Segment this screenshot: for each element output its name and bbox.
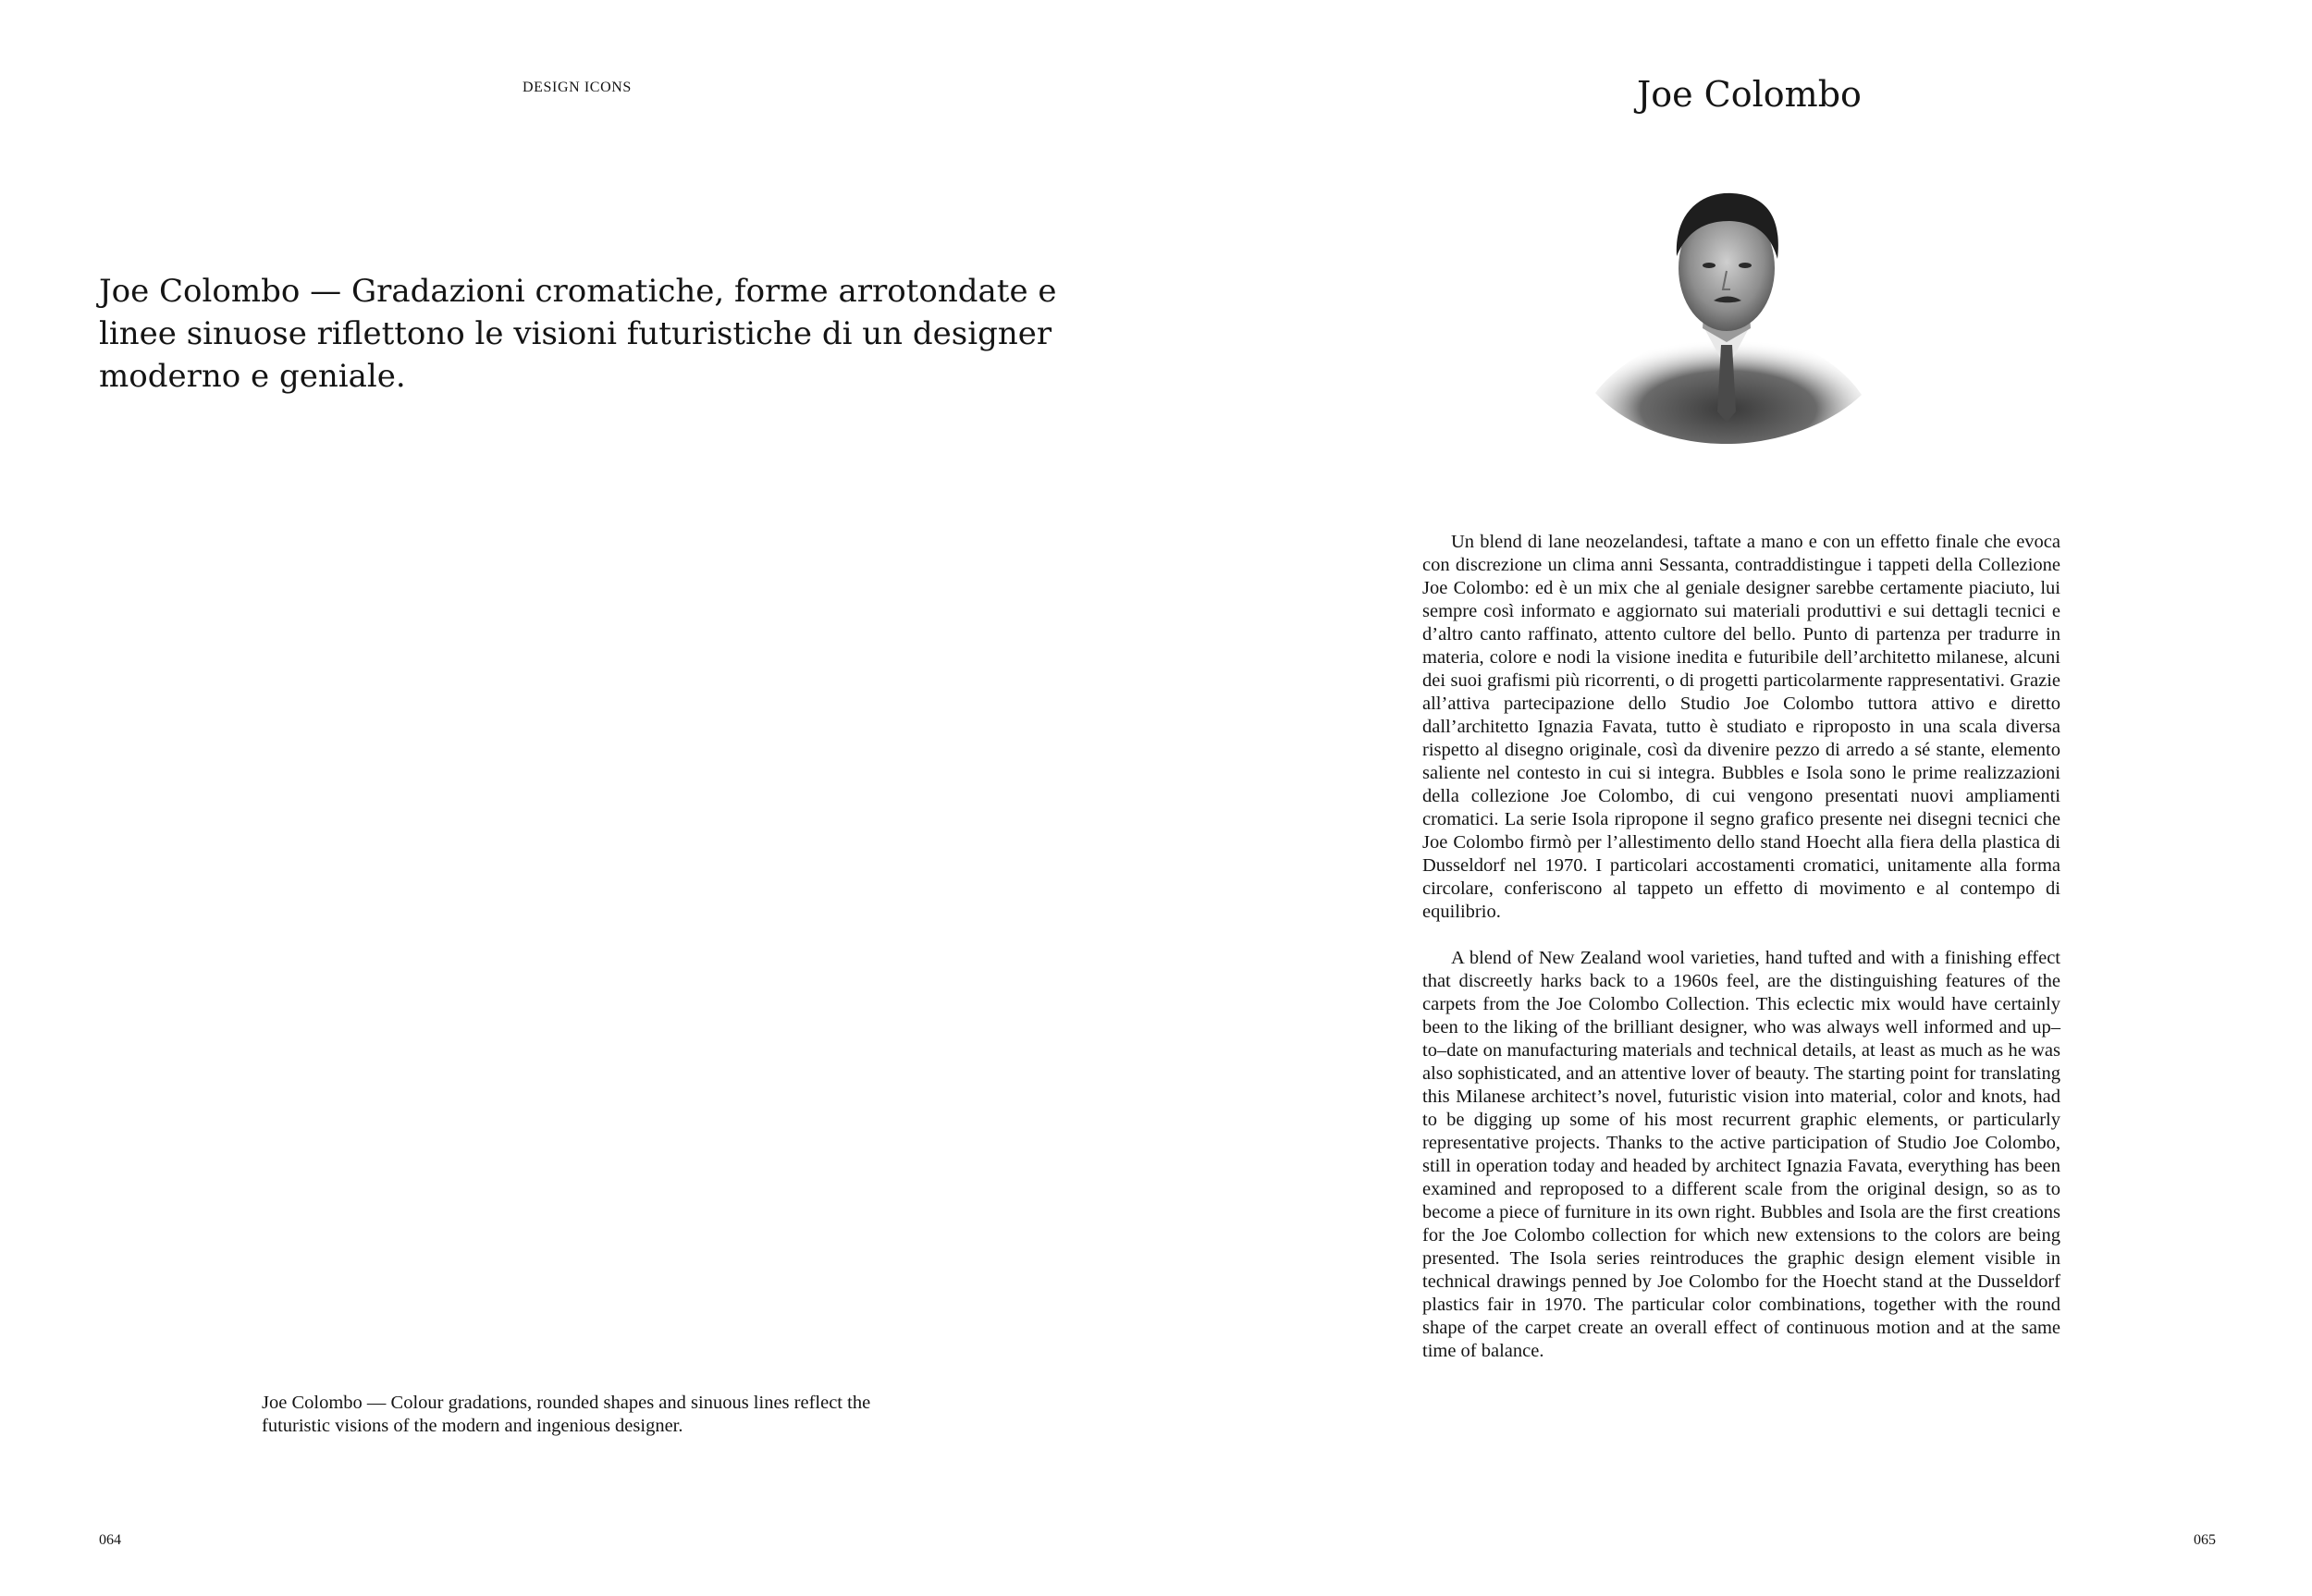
- running-head: DESIGN ICONS: [523, 80, 632, 95]
- page-number-left: 064: [99, 1532, 121, 1548]
- page-number-right: 065: [2194, 1532, 2216, 1548]
- body-paragraph-english: A blend of New Zealand wool varieties, hand tufted and with a finishing effect that discreetly harks back to a 1960s feel, are the distinguishing features of the carpets from the Joe Colombo Collection. This eclectic mix would have certainly been to the liking of the brilliant designer, who was always well informed and up–to–date on manufacturing materials and technical details, at least as much as he was also sophisticated, and an attentive lover of beauty. The starting point for translating this Milanese architect’s novel, futuristic vision into material, color and knots, had to be digging up some of his most recurrent graphic elements, or particularly representative projects. Thanks to the active participation of Studio Joe Colombo, still in operation today and headed by architect Ignazia Favata, everything has been examined and reproposed to a different scale from the original design, so as to become a piece of furniture in its own right. Bubbles and Isola are the first creations for the Joe Colombo collection for which new extensions to the colors are being presented. The Isola series reintroduces the graphic design element visible in technical drawings penned by Joe Colombo for the Hoecht stand at the Dusseldorf plastics fair in 1970. The particular color combinations, together with the round shape of the carpet create an overall effect of continuous motion and at the same time of balance.: [1422, 948, 2060, 1361]
- body-text: [1422, 531, 2060, 1363]
- body-paragraph-italian: Un blend di lane neozelandesi, taftate a mano e con un effetto finale che evoca con discrezione un clima anni Sessanta, contraddistingue i tappeti della Collezione Joe Colombo: ed è un mix che al geniale designer sarebbe certamente piaciuto, lui sempre così informato e aggiornato sui materiali produttivi e sui dettagli tecnici e d’altro canto raffinato, attento cultore del bello. Punto di partenza per tradurre in materia, colore e nodi la visione inedita e futuribile dell’architetto milanese, alcuni dei suoi grafismi più ricorrenti, o di progetti particolarmente rappresentativi. Grazie all’attiva partecipazione dello Studio Joe Colombo tuttora attivo e diretto dall’architetto Ignazia Favata, tutto è studiato e riproposto in una scala diversa rispetto al disegno originale, così da divenire pezzo di arredo a sé stante, elemento saliente nel contesto in cui si integra. Bubbles e Isola sono le prime realizzazioni della collezione Joe Colombo, di cui vengono presentati nuovi ampliamenti cromatici. La serie Isola ripropone il segno grafico presente nei disegni tecnici che Joe Colombo firmò per l’allestimento dello stand Hoecht alla fiera della plastica di Dusseldorf nel 1970. I particolari accostamenti cromatici, unitamente alla forma circolare, conferiscono al tappeto un effetto di movimento e al contempo di equilibrio.: [1422, 532, 2060, 922]
- image-caption: Joe Colombo — Colour gradations, rounded shapes and sinuous lines reflect the futuristic visions of the modern and ingenious designer.: [262, 1393, 871, 1436]
- page-title: Joe Colombo: [1637, 74, 1862, 115]
- portrait-illustration-icon: [1586, 180, 1868, 448]
- lead-paragraph: Joe Colombo — Gradazioni cromatiche, forme arrotondate e linee sinuose riflettono le visioni futuristiche di un designer moderno e geniale.: [99, 273, 1057, 395]
